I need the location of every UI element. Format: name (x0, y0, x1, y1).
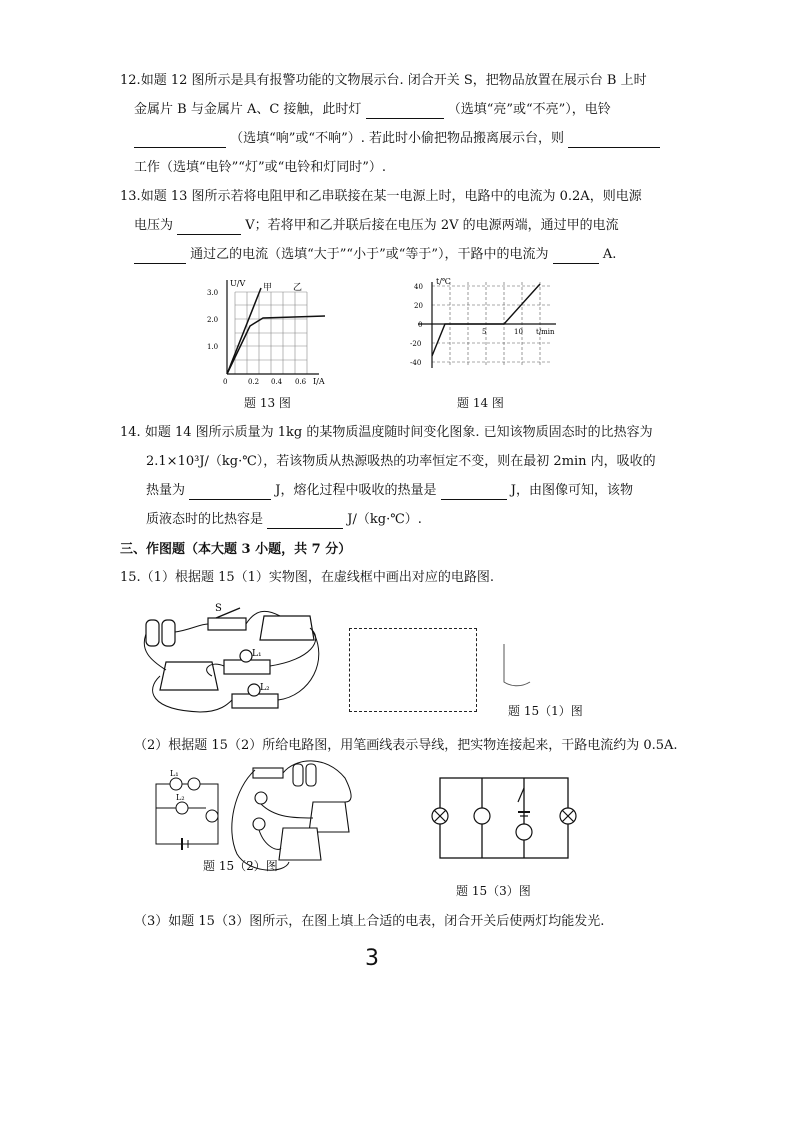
battery-cell-icon (162, 620, 175, 646)
q14-line2: 2.1×10³J/（kg·℃），若该物质从热源吸热的功率恒定不变，则在最初 2min 内，吸收的 (146, 454, 656, 469)
lamp-l2-icon (248, 684, 260, 696)
lamp-l1-icon (170, 778, 182, 790)
meter-slot-mid[interactable] (516, 824, 532, 840)
battery-cell-icon (293, 764, 303, 786)
fig14-xtick: 10 (514, 328, 523, 336)
switch-icon (518, 788, 524, 802)
pencil-mark (500, 642, 540, 692)
q12-line2: 金属片 B 与金属片 A、C 接触，此时灯 （选填“亮”或“不亮”），电铃 (134, 102, 611, 117)
fig13-label-jia: 甲 (263, 283, 273, 293)
fig13-ytick: 2.0 (207, 316, 219, 324)
lamp-l1-label: L₁ (170, 769, 179, 778)
q13-blank-voltage[interactable] (177, 220, 241, 235)
page-number: 3 (365, 946, 379, 971)
fig13-xtick: 0 (223, 378, 228, 386)
fig14-graph (410, 278, 560, 378)
lamp-icon (255, 792, 267, 804)
q12-blank-work[interactable] (568, 133, 660, 148)
lamp-l1-label: L₁ (252, 649, 262, 659)
ammeter-icon (279, 828, 321, 860)
fig15-2a-schematic (148, 770, 228, 860)
q13-line3: 通过乙的电流（选填“大于”“小于”或“等于”），干路中的电流为 A. (134, 246, 616, 264)
fig13-line-jia (227, 288, 261, 374)
switch-base-icon (253, 768, 283, 778)
q13-line2: 电压为 V；若将甲和乙并联后接在电压为 2V 的电源两端，通过甲的电流 (134, 218, 619, 233)
fig15-3-circuit (436, 774, 576, 864)
q12-line3: （选填“响”或“不响”）. 若此时小偷把物品搬离展示台，则 (134, 130, 660, 148)
fig13-line-yi (227, 316, 325, 374)
meter-slot-left[interactable] (474, 808, 490, 824)
lamp-l2-icon (176, 802, 188, 814)
fig14-ytick: -40 (410, 359, 422, 367)
fig15-1-apparatus (140, 600, 340, 720)
fig13-ytick: 1.0 (207, 343, 219, 351)
switch-base-icon (208, 618, 246, 630)
fig13-xtick: 0.6 (295, 378, 307, 386)
q13-blank-current[interactable] (553, 249, 599, 264)
fig14-xlabel: t/min (536, 328, 555, 336)
voltmeter-icon (260, 616, 314, 640)
q15-part3: （3）如题 15（3）图所示，在图上填上合适的电表，闭合开关后使两灯均能发光. (134, 914, 605, 929)
q15-part1: 15.（1）根据题 15（1）实物图，在虚线框中画出对应的电路图. (120, 570, 495, 585)
fig13-graph (205, 278, 335, 386)
section3-heading: 三、作图题（本大题 3 小题，共 7 分） (120, 542, 352, 557)
fig13-xlabel: I/A (313, 377, 325, 386)
ammeter-a2-icon (206, 810, 218, 822)
fig14-ytick: 20 (414, 302, 423, 310)
q12-line4: 工作（选填“电铃”“灯”或“电铃和灯同时”）. (134, 160, 387, 175)
q12-blank-bell[interactable] (134, 133, 226, 148)
q13-blank-compare[interactable] (134, 249, 186, 264)
fig13-label-yi: 乙 (293, 283, 303, 293)
q14-line3: 热量为 J，熔化过程中吸收的热量是 J，由图像可知，该物 (146, 483, 634, 498)
q14-blank-liquid[interactable] (267, 514, 343, 529)
switch-label: S (215, 603, 222, 614)
fig14-ytick: -20 (410, 340, 422, 348)
battery-cell-icon (146, 620, 159, 646)
fig15-1-caption: 题 15（1）图 (508, 704, 583, 718)
lamp-l2-label: L₂ (176, 793, 185, 802)
fig14-ytick: 40 (414, 283, 423, 291)
fig14-caption: 题 14 图 (457, 396, 504, 410)
circuit-drawing-box[interactable] (349, 628, 477, 712)
q12-line1: 12.如题 12 图所示是具有报警功能的文物展示台. 闭合开关 S，把物品放置在展示台 B 上时 (120, 73, 647, 88)
lamp-icon (253, 818, 265, 830)
q14-blank-melt[interactable] (441, 485, 507, 500)
fig14-xtick: 5 (482, 328, 487, 336)
lamp-l1-icon (240, 650, 252, 662)
fig13-ylabel: U/V (230, 279, 246, 288)
fig14-ytick: 0 (418, 321, 423, 329)
fig13-xtick: 0.4 (271, 378, 283, 386)
q12-blank-light[interactable] (366, 104, 444, 119)
fig15-3-caption: 题 15（3）图 (456, 884, 531, 898)
q15-part2: （2）根据题 15（2）所给电路图，用笔画线表示导线，把实物连接起来，干路电流约为 0.5A. (134, 738, 678, 753)
fig15-2-caption: 题 15（2）图 (203, 859, 278, 873)
battery-cell-icon (306, 764, 316, 786)
q14-line1: 14. 如题 14 图所示质量为 1kg 的某物质温度随时间变化图象. 已知该物质固态时的比热容为 (120, 425, 653, 440)
lamp-l2-label: L₂ (260, 683, 270, 693)
q13-line1: 13.如题 13 图所示若将电阻甲和乙串联接在某一电源上时，电路中的电流为 0.2A，则电源 (120, 189, 642, 204)
q14-line4: 质液态时的比热容是 J/（kg·℃）. (146, 512, 422, 527)
fig14-ylabel: t/℃ (436, 277, 451, 286)
fig13-xtick: 0.2 (248, 378, 260, 386)
fig13-ytick: 3.0 (207, 289, 219, 297)
ammeter-a1-icon (188, 778, 200, 790)
fig13-caption: 题 13 图 (244, 396, 291, 410)
q14-blank-heat[interactable] (189, 485, 271, 500)
